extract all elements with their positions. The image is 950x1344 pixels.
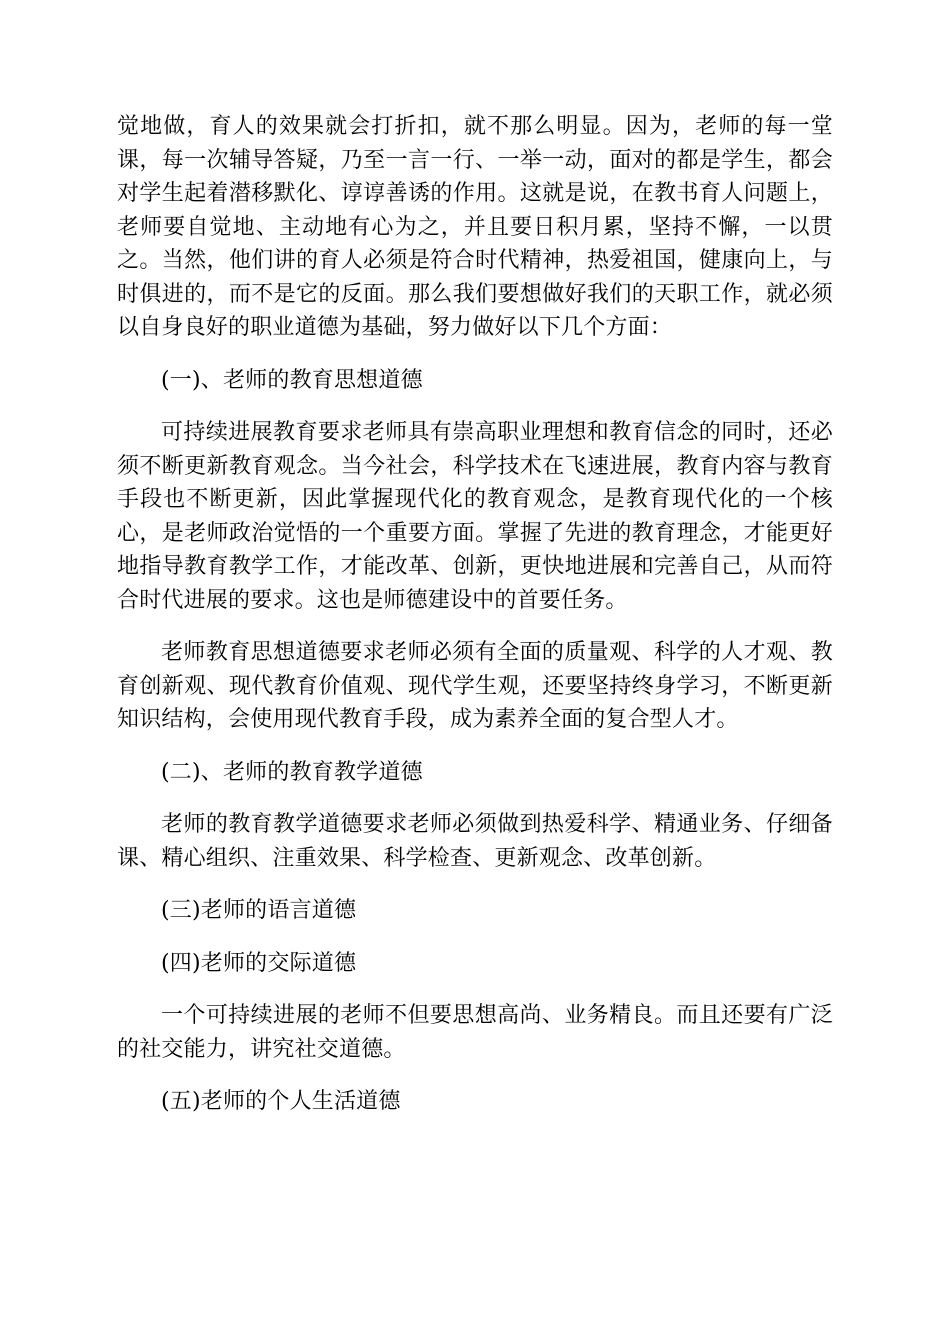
paragraph-intro: 觉地做，育人的效果就会打折扣，就不那么明显。因为，老师的每一堂课，每一次辅导答疑，乃至一言一行、一举一动，面对的都是学生，都会对学生起着潜移默化、谆谆善诱的作用。这就是说，在教书育人问题上，老师要自觉地、主动地有心为之，并且要日积月累，坚持不懈，一以贯之。当然，他们讲的育人必须是符合时代精神，热爱祖国，健康向上，与时俱进的，而不是它的反面。那么我们要想做好我们的天职工作，就必须以自身良好的职业道德为基础，努力做好以下几个方面：	[117, 114, 833, 340]
section-heading-4: (四)老师的交际道德	[161, 950, 357, 976]
document-body	[117, 110, 833, 1138]
section-heading-1: (一)、老师的教育思想道德	[161, 367, 423, 393]
paragraph-social-morality: 一个可持续进展的老师不但要思想高尚、业务精良。而且还要有广泛的社交能力，讲究社交道德。	[117, 1003, 833, 1062]
section-heading-5: (五)老师的个人生活道德	[161, 1089, 401, 1114]
section-heading-3: (三)老师的语言道德	[161, 898, 357, 923]
paragraph-education-thought-requirements: 老师教育思想道德要求老师必须有全面的质量观、科学的人才观、教育创新观、现代教育价值观、现代学生观，还要坚持终身学习，不断更新知识结构，会使用现代教育手段，成为素养全面的复合型人才。	[117, 640, 833, 732]
section-heading-2: (二)、老师的教育教学道德	[161, 759, 423, 785]
paragraph-teaching-morality: 老师的教育教学道德要求老师必须做到热爱科学、精通业务、仔细备课、精心组织、注重效果、科学检查、更新观念、改革创新。	[117, 812, 833, 871]
paragraph-education-thought: 可持续进展教育要求老师具有崇高职业理想和教育信念的同时，还必须不断更新教育观念。当今社会，科学技术在飞速进展，教育内容与教育手段也不断更新，因此掌握现代化的教育观念，是教育现代化的一个核心，是老师政治觉悟的一个重要方面。掌握了先进的教育理念，才能更好地指导教育教学工作，才能改革、创新，更快地进展和完善自己，从而符合时代进展的要求。这也是师德建设中的首要任务。	[117, 420, 833, 613]
